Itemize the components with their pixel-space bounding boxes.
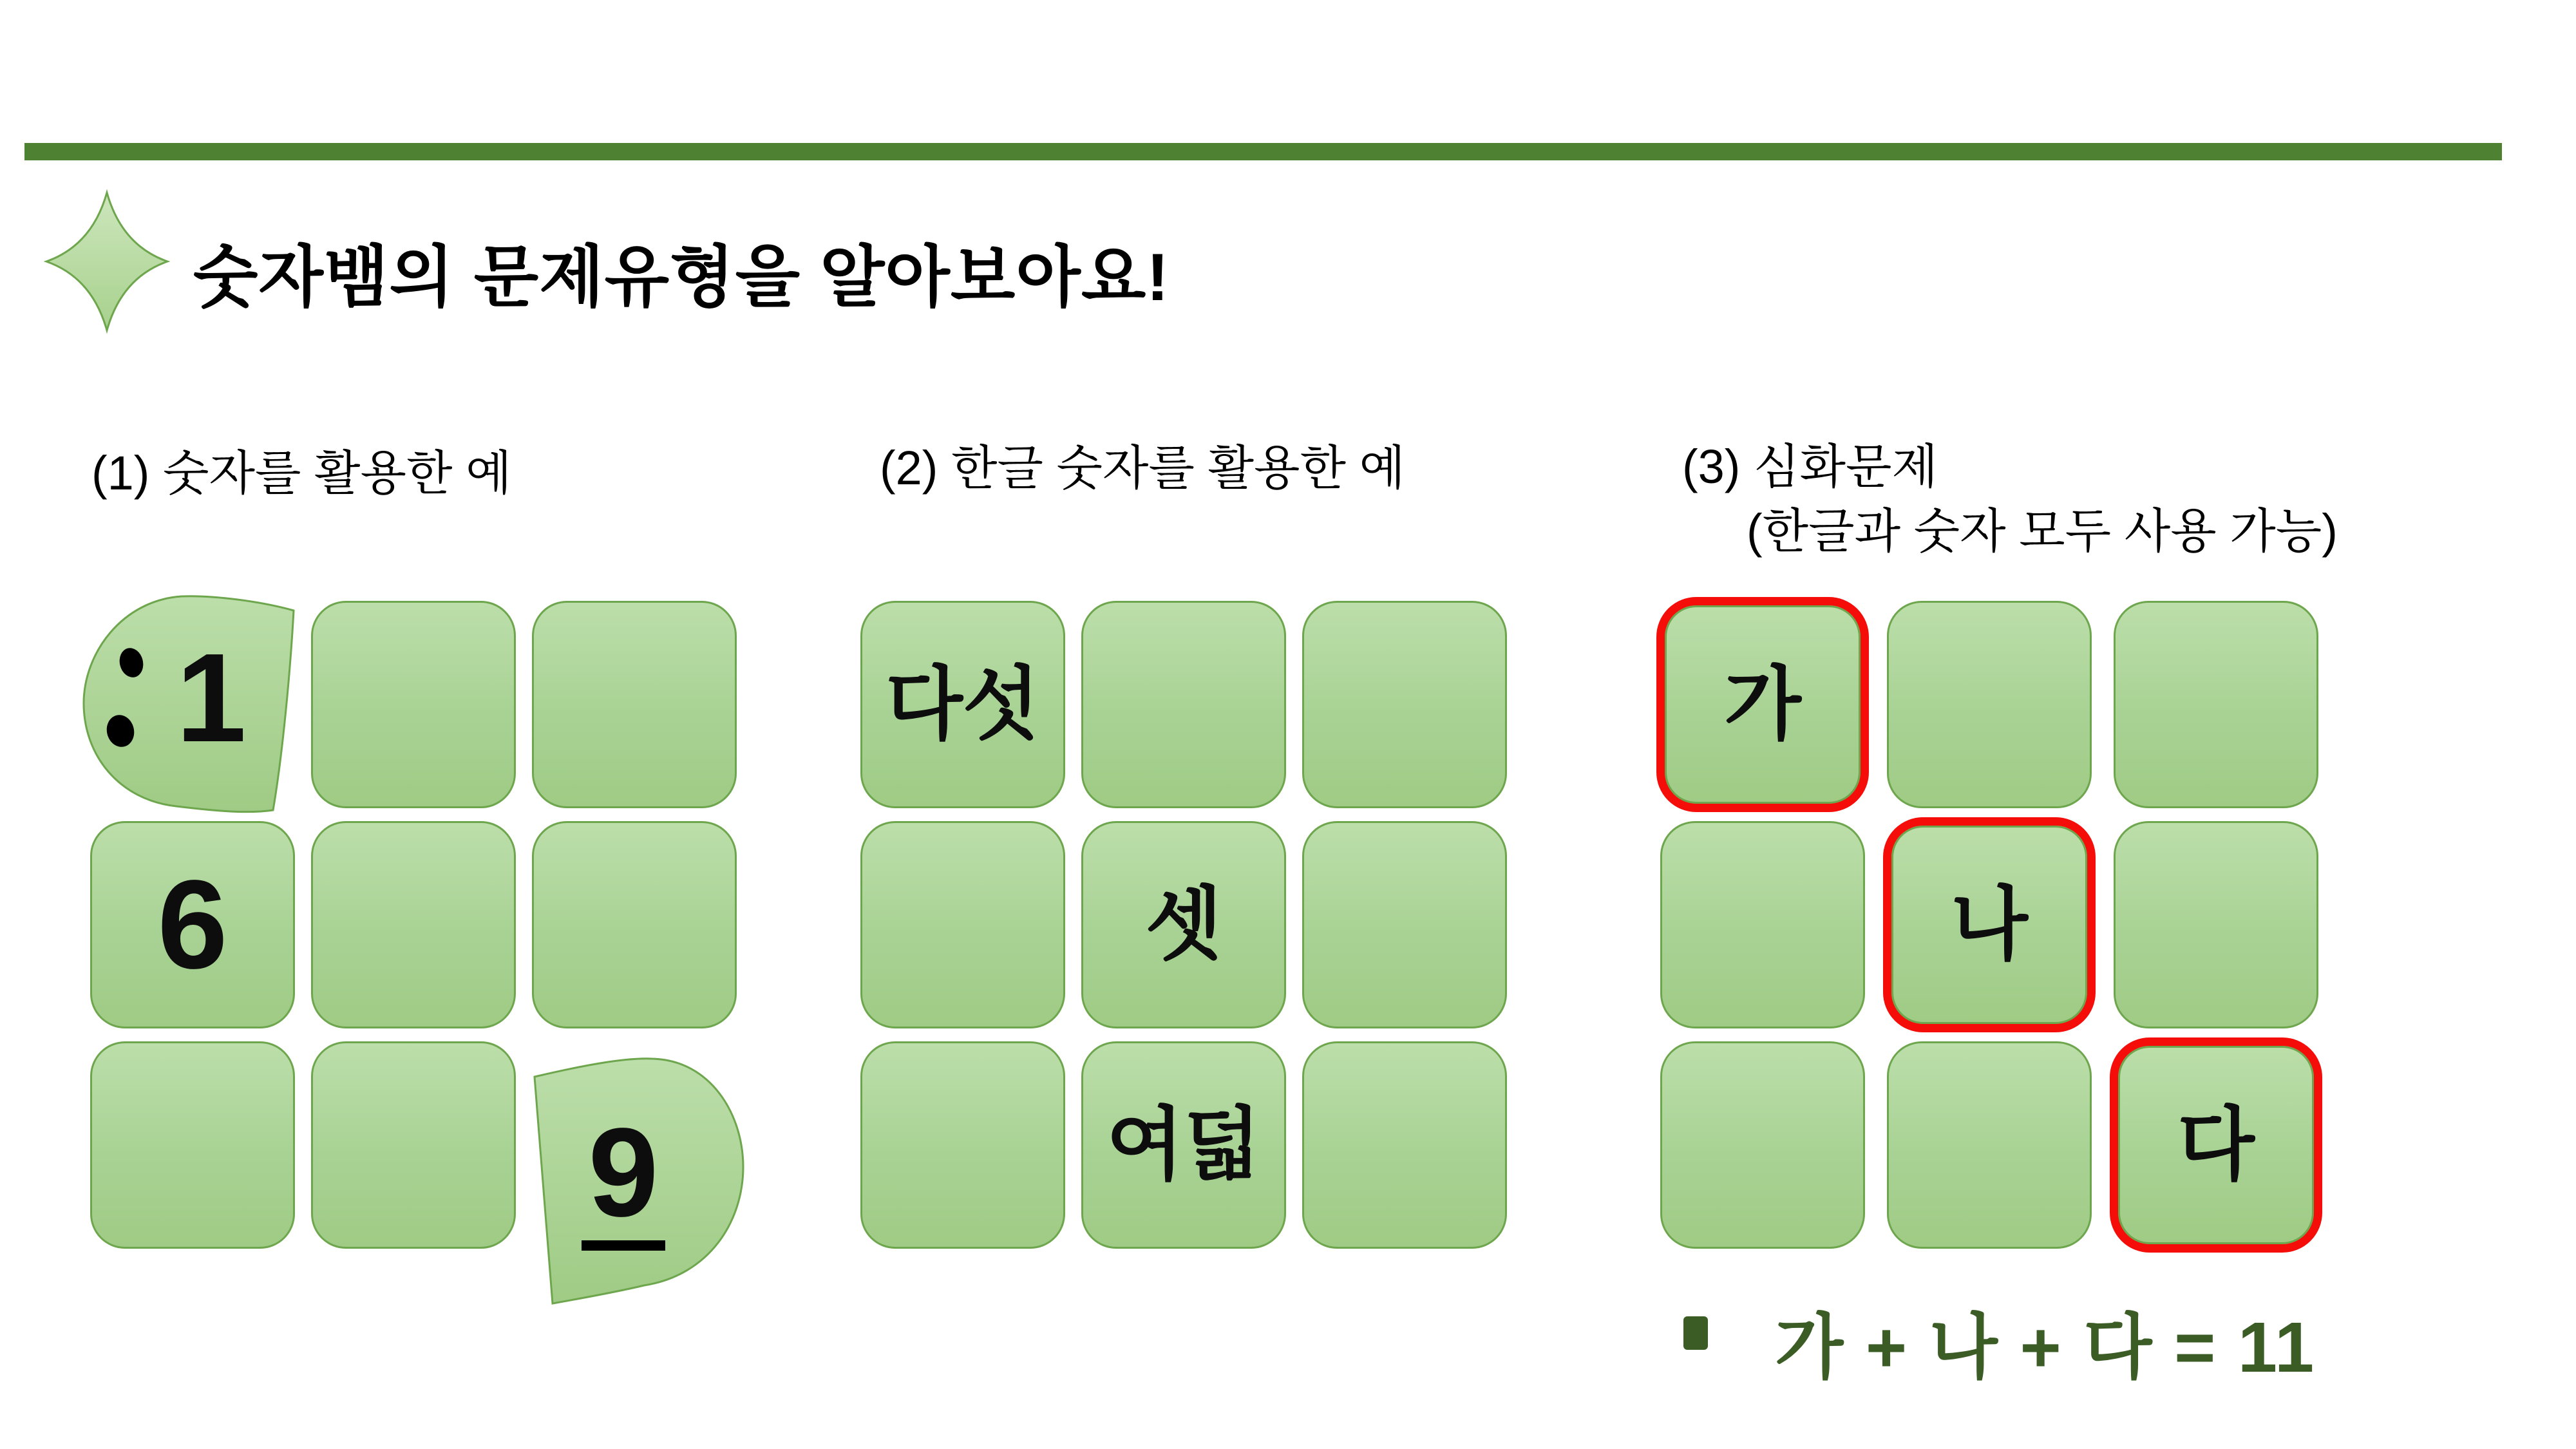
grid1-cell-r1c1: [311, 821, 516, 1028]
grid3-cell-r2c0: [1660, 1041, 1865, 1249]
grid3-cell-r0c2: [2114, 601, 2318, 808]
grid1-head-value: 1: [176, 627, 247, 768]
grid1-cell-r1c2: [532, 821, 737, 1028]
grid3-cell-value: 다: [2177, 1101, 2255, 1189]
grid3-cell-r0c0-highlighted: [1656, 597, 1869, 812]
grid2-cell-r1c0: [860, 821, 1065, 1028]
top-accent-bar: [24, 143, 2502, 160]
grid3-cell-r1c0: [1660, 821, 1865, 1028]
grid2-cell-r0c1: [1081, 601, 1286, 808]
page-title: 숫자뱀의 문제유형을 알아보아요!: [193, 240, 1170, 315]
grid1-cell-r2c1: [311, 1041, 516, 1249]
grid1-tail-value: 9: [567, 1106, 680, 1251]
grid2-cell-value: 여덟: [1106, 1101, 1261, 1189]
grid3-cell-value: 가: [1724, 660, 1801, 749]
equation-text: 가 + 나 + 다 = 11: [1775, 1308, 2316, 1387]
grid3-cell-r1c2: [2114, 821, 2318, 1028]
grid1-cell-r0c2: [532, 601, 737, 808]
grid2-cell-value: 다섯: [886, 660, 1040, 749]
grid1-cell-r2c0: [90, 1041, 295, 1249]
grid3-cell-r2c1: [1887, 1041, 2092, 1249]
grid3-cell-r2c2-highlighted: [2110, 1037, 2322, 1253]
grid1-cell-value: 6: [157, 854, 228, 995]
grid2-cell-r2c2: [1302, 1041, 1507, 1249]
snake-tail-cell: [526, 1050, 750, 1305]
section-3-sublabel: (한글과 숫자 모두 사용 가능): [1747, 504, 2338, 558]
snake-head-cell: [77, 591, 301, 814]
grid2-cell-r1c2: [1302, 821, 1507, 1028]
grid2-cell-value: 셋: [1145, 880, 1222, 969]
grid1-cell-r0c1: [311, 601, 516, 808]
grid2-cell-r2c1: [1081, 1041, 1286, 1249]
square-bullet-icon: [1683, 1316, 1708, 1350]
grid3-cell-r0c1: [1887, 601, 2092, 808]
grid1-cell-r1c0: [90, 821, 295, 1028]
grid3-cell-r1c1-highlighted: [1883, 817, 2096, 1032]
diamond-star-icon: [41, 188, 173, 335]
section-1-label: (1) 숫자를 활용한 예: [91, 446, 512, 500]
grid3-cell-value: 나: [1951, 880, 2028, 969]
grid2-cell-r1c1: [1081, 821, 1286, 1028]
section-3-label: (3) 심화문제: [1682, 440, 1938, 493]
section-2-label: (2) 한글 숫자를 활용한 예: [880, 441, 1406, 495]
grid2-cell-r2c0: [860, 1041, 1065, 1249]
grid2-cell-r0c2: [1302, 601, 1507, 808]
grid2-cell-r0c0: [860, 601, 1065, 808]
